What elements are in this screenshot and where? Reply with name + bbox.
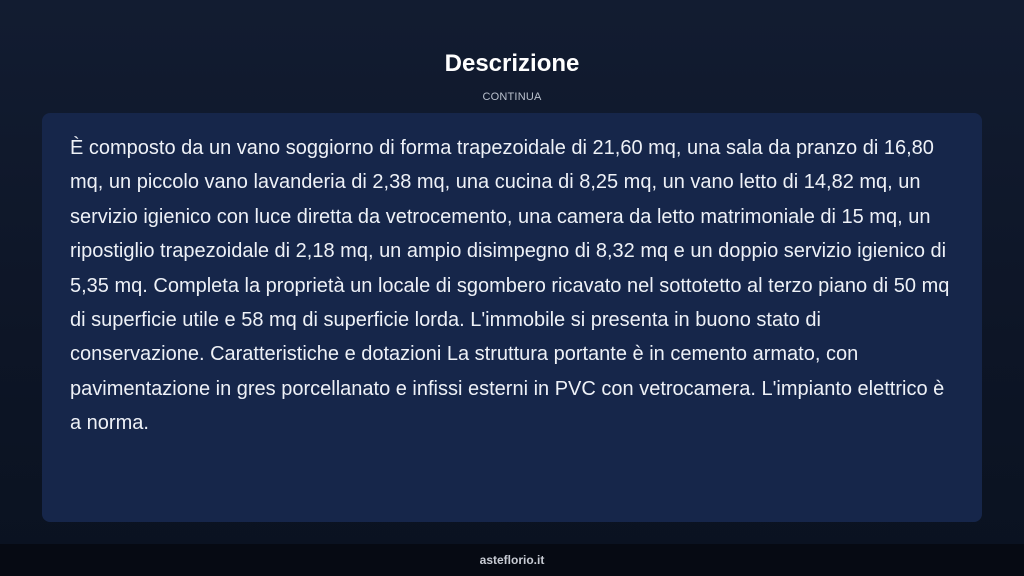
page-subtitle: CONTINUA: [482, 91, 542, 103]
description-text: È composto da un vano soggiorno di forma trapezoidale di 21,60 mq, una sala da pranzo di 16,80 mq, un piccolo vano lavanderia di 2,38 mq, una cucina di 8,25 mq, un vano letto di 14,82 mq, un servizio igienico con luce diretta da vetrocemento, una camera da letto matrimoniale di 15 mq, un ripostiglio trapezoidale di 2,18 mq, un ampio disimpegno di 8,32 mq e un doppio servizio igienico di 5,35 mq. Completa la proprietà un locale di sgombero ricavato nel sottotetto al terzo piano di 50 mq di superficie utile e 58 mq di superficie lorda. L'immobile si presenta in buono stato di conservazione. Caratteristiche e dotazioni La struttura portante è in cemento armato, con pavimentazione in gres porcellanato e infissi esterni in PVC con vetrocamera. L'impianto elettrico è a norma.: [70, 137, 950, 435]
footer-bar: [0, 544, 1024, 576]
footer-site-label: asteflorio.it: [479, 553, 545, 567]
description-card: [42, 113, 982, 522]
page-title: Descrizione: [444, 50, 580, 77]
